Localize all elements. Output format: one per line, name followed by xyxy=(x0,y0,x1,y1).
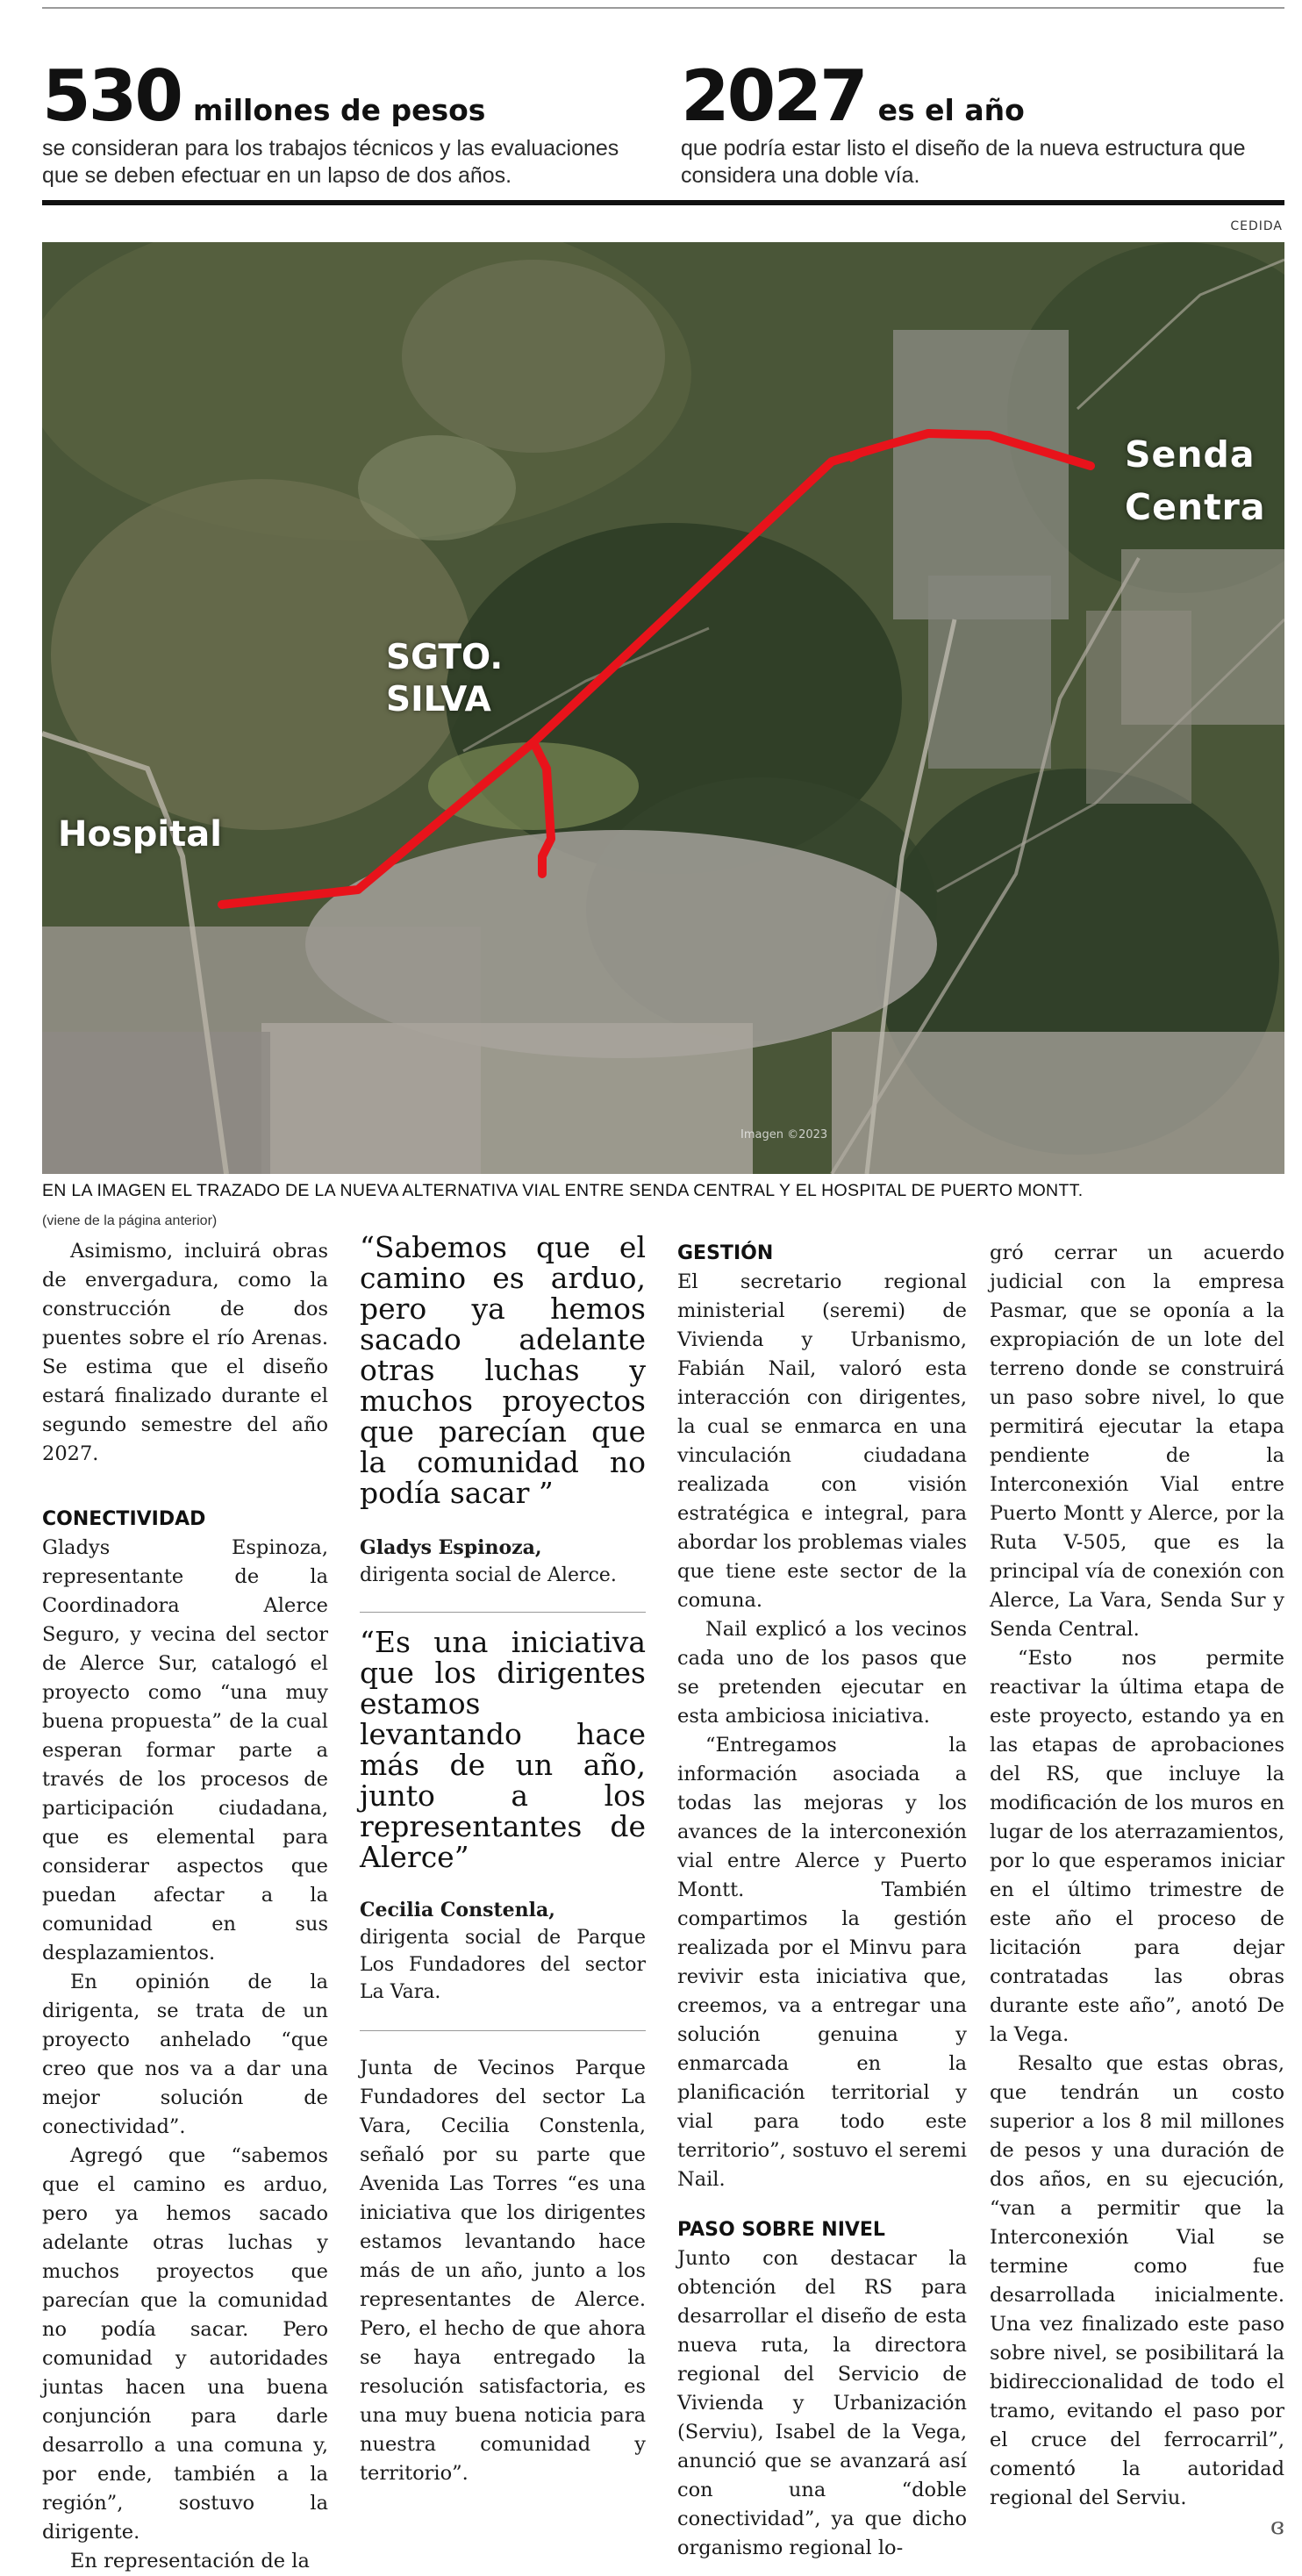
quote-1-role: dirigenta social de Alerce. xyxy=(360,1564,617,1586)
header-rule xyxy=(42,200,1284,205)
column-3 xyxy=(677,1239,967,2563)
map-label-senda-central xyxy=(1125,428,1266,533)
stat-cost-desc-line: que se deben efectuar en un lapso de dos años. xyxy=(42,163,512,188)
photo-credit: CEDIDA xyxy=(1230,219,1283,233)
stat-year-number: 2027 xyxy=(681,55,866,137)
paragraph: El secretario regional ministerial (seremi) de Vivienda y Urbanismo, Fabián Nail, valoró esta interacción con dirigentes, la cual se enmarca en una vinculación ciudadana realizada con visión estratégica e integral, para abordar los problemas viales que tiene este sector de la comuna. xyxy=(677,1270,967,1612)
paragraph: Nail explicó a los vecinos cada uno de los pasos que se pretenden ejecutar en esta ambiciosa iniciativa. xyxy=(677,1618,967,1728)
stat-year-unit: es el año xyxy=(877,93,1025,127)
paragraph: Junto con destacar la obtención del RS para desarrollar el diseño de esta nueva ruta, la directora regional del Servicio de Vivienda y Urbanización (Serviu), Isabel de la Vega, anunció que se avanzará así con una “doble conectividad”, ya que dicho organismo regional lo- xyxy=(677,2247,967,2559)
map-label-centra: Centra xyxy=(1125,486,1266,528)
paragraph: En opinión de la dirigenta, se trata de un proyecto anhelado “que creo que nos va a dar una mejor solución de conectividad”. xyxy=(42,1971,328,2138)
paragraph: Agregó que “sabemos que el camino es arduo, pero ya hemos sacado adelante otras luchas y muchos proyectos que parecían que la comunidad no podía sacar. Pero comunidad y autoridades juntas hacen una buena conjunción para darle desarrollo a una comuna y, por ende, también a la región”, sostuvo la dirigente. xyxy=(42,2144,328,2544)
section-heading-gestion: GESTIÓN xyxy=(677,1242,774,1264)
satellite-image xyxy=(42,242,1284,1174)
quote-2-role: dirigenta social de Parque Los Fundadores del sector La Vara. xyxy=(360,1927,646,2003)
column-1 xyxy=(42,1237,328,2576)
column-2 xyxy=(360,1232,646,2488)
quote-1-author: Gladys Espinoza, xyxy=(360,1536,542,1559)
paragraph: Junta de Vecinos Parque Fundadores del sector La Vara, Cecilia Constenla, señaló por su parte que Avenida Las Torres “es una iniciativa que los dirigentes estamos levantando hace más de un año, junto a los representantes de Alerce. Pero, el hecho de que ahora se haya entregado la resolución satisfactoria, es una muy buena noticia para nuestra comunidad y territorio”. xyxy=(360,2057,646,2485)
stat-year-desc-line: considera una doble vía. xyxy=(681,163,920,188)
section-heading-conectividad: CONECTIVIDAD xyxy=(42,1508,206,1530)
top-rule xyxy=(42,7,1284,9)
map-label-sgto-silva xyxy=(386,637,503,721)
map-label-sgto: SGTO. xyxy=(386,638,504,677)
paragraph: “Entregamos la información asociada a todas las mejoras y los avances de la interconexión vial entre Alerce y Puerto Montt. También compartimos la gestión realizada por el Minvu para revivir esta iniciativa que, creemos, va a entregar una solución genuina y enmarcada en la planificación territorial y vial para todo este territorio”, sostuvo el seremi Nail. xyxy=(677,1734,967,2191)
end-mark-icon: ɞ xyxy=(1270,2514,1284,2540)
map-label-silva: SILVA xyxy=(386,680,491,719)
map-label-hospital: Hospital xyxy=(58,814,222,855)
section-heading-paso-sobre-nivel: PASO SOBRE NIVEL xyxy=(677,2219,885,2241)
paragraph: En representación de la xyxy=(70,2550,310,2572)
paragraph: Gladys Espinoza, representante de la Coordinadora Alerce Seguro, y vecina del sector de Alerce Sur, catalogó el proyecto como “una muy buena propuesta” de la cual esperan formar parte a través de los procesos de participación ciudadana, que es elemental para considerar aspectos que puedan afectar a la comunidad en sus desplazamientos. xyxy=(42,1536,328,1964)
stat-year-desc-line: que podría estar listo el diseño de la nueva estructura que xyxy=(681,136,1246,161)
stat-cost xyxy=(42,55,619,190)
paragraph: gró cerrar un acuerdo judicial con la empresa Pasmar, que se oponía a la expropiación de un lote del terreno donde se construirá un paso sobre nivel, lo que permitirá ejecutar la etapa pendiente de la Interconexión Vial entre Puerto Montt y Alerce, por la Ruta V-505, que es la principal vía de conexión con Alerce, La Vara, Senda Sur y Senda Central. xyxy=(990,1241,1284,1641)
paragraph: Resalto que estas obras, que tendrán un costo superior a los 8 mil millones de pesos y una duración de dos años, en su ejecución, “van a permitir que la Interconexión Vial se termine como fue desarrollada inicialmente. Una vez finalizado este paso sobre nivel, se posibilitará la bidireccionalidad de todo el tramo, evitando el paso por el cruce del ferrocarril”, comentó la autoridad regional del Serviu. xyxy=(990,2052,1284,2509)
paragraph: Asimismo, incluirá obras de envergadura, como la construcción de dos puentes sobre el río Arenas. Se estima que el diseño estará finalizado durante el segundo semestre del año 2027. xyxy=(42,1240,328,1465)
pull-quote-2: “Es una iniciativa que los dirigentes estamos levantando hace más de un año, junto a los representantes de Alerce” xyxy=(360,1625,646,1874)
pull-quote-1: “Sabemos que el camino es arduo, pero ya hemos sacado adelante otras luchas y muchos proyectos que parecían que la comunidad no podía sacar ” xyxy=(360,1230,646,1510)
paragraph: “Esto nos permite reactivar la última etapa de este proyecto, estando ya en las etapas de aprobaciones del RS, que incluye la modificación de los muros en lugar de los aterrazamientos, por lo que esperamos iniciar en el último trimestre de este año el proceso de licitación para dejar contratadas las obras durante este año”, anotó De la Vega. xyxy=(990,1647,1284,2046)
quote-2-author: Cecilia Constenla, xyxy=(360,1899,555,1921)
photo-caption: EN LA IMAGEN EL TRAZADO DE LA NUEVA ALTERNATIVA VIAL ENTRE SENDA CENTRAL Y EL HOSPITAL DE PUERTO MONTT. xyxy=(42,1181,1084,1200)
stat-cost-unit: millones de pesos xyxy=(193,93,486,127)
stat-cost-desc-line: se consideran para los trabajos técnicos y las evaluaciones xyxy=(42,136,619,161)
stat-cost-number: 530 xyxy=(42,55,181,137)
stat-year-description xyxy=(681,135,1245,190)
stat-cost-description xyxy=(42,135,619,190)
column-4 xyxy=(990,1239,1284,2543)
satellite-map xyxy=(42,242,1284,1174)
map-label-senda: Senda xyxy=(1125,433,1256,476)
map-watermark: Imagen ©2023 xyxy=(740,1128,828,1141)
stat-year xyxy=(681,55,1246,190)
continued-note: (viene de la página anterior) xyxy=(42,1213,218,1228)
